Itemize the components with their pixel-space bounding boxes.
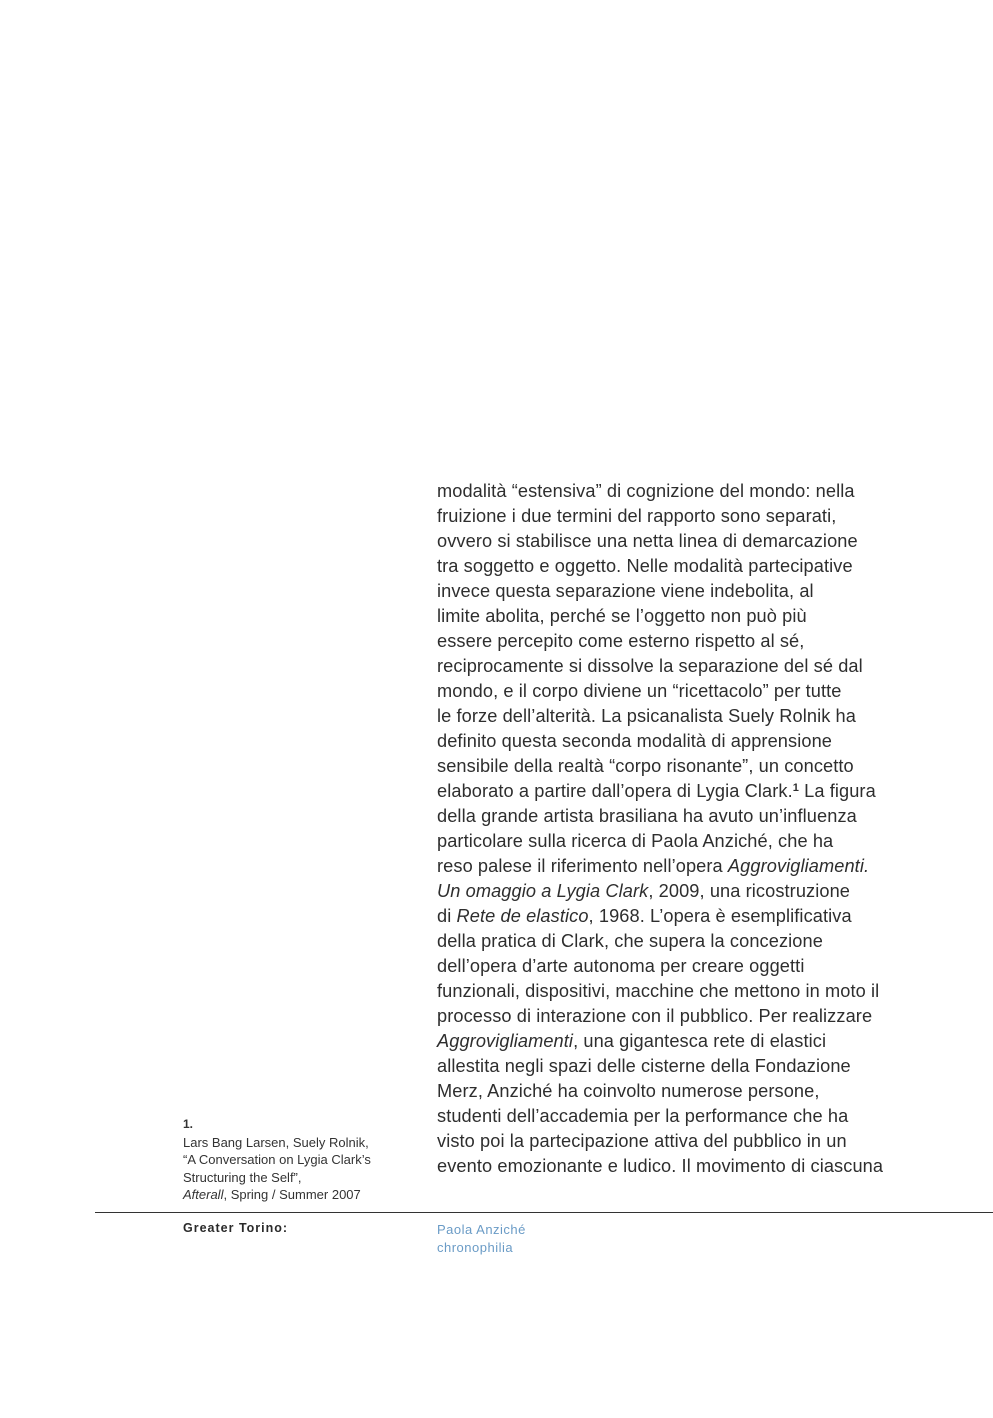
text-segment: , una gigantesca rete di elastici bbox=[573, 1031, 827, 1051]
text-line: ovvero si stabilisce una netta linea di demarcazione bbox=[437, 531, 858, 551]
text-line: modalità “estensiva” di cognizione del mondo: nella bbox=[437, 481, 855, 501]
footnote-line: Lars Bang Larsen, Suely Rolnik, bbox=[183, 1134, 369, 1150]
text-line: visto poi la partecipazione attiva del pubblico in un bbox=[437, 1131, 847, 1151]
text-segment: reso palese il riferimento nell’opera bbox=[437, 856, 728, 876]
text-line: particolare sulla ricerca di Paola Anziché, che ha bbox=[437, 831, 834, 851]
text-line bbox=[437, 879, 907, 904]
article-title: chronophilia bbox=[437, 1239, 514, 1255]
text-line: limite abolita, perché se l’oggetto non può più bbox=[437, 606, 807, 626]
artwork-title: Un omaggio a Lygia Clark bbox=[437, 881, 649, 901]
text-line: sensibile della realtà “corpo risonante”, un concetto bbox=[437, 756, 854, 776]
footnote-line: “A Conversation on Lygia Clark’s bbox=[183, 1152, 371, 1167]
text-line: fruizione i due termini del rapporto sono separati, bbox=[437, 506, 837, 526]
text-line: allestita negli spazi delle cisterne della Fondazione bbox=[437, 1056, 851, 1076]
text-line: della pratica di Clark, che supera la concezione bbox=[437, 931, 823, 951]
text-line: studenti dell’accademia per la performance che ha bbox=[437, 1106, 849, 1126]
artwork-title: Aggrovigliamenti bbox=[437, 1031, 574, 1051]
text-segment: La figura bbox=[798, 781, 876, 801]
text-line: definito questa seconda modalità di apprensione bbox=[437, 731, 832, 751]
text-line: Merz, Anziché ha coinvolto numerose persone, bbox=[437, 1081, 820, 1101]
footnote-reference[interactable]: 1 bbox=[792, 782, 799, 794]
footnote-line: Structuring the Self”, bbox=[183, 1169, 302, 1185]
publication-title: Afterall bbox=[183, 1187, 224, 1202]
text-segment: elaborato a partire dall’opera di Lygia Clark. bbox=[437, 781, 793, 801]
artist-name: Paola Anziché bbox=[437, 1222, 526, 1237]
text-line bbox=[437, 904, 907, 929]
body-text bbox=[437, 479, 907, 1179]
text-segment: , 1968. L’opera è esemplificativa bbox=[588, 906, 852, 926]
text-line: della grande artista brasiliana ha avuto un’influenza bbox=[437, 806, 857, 826]
text-line bbox=[437, 1029, 907, 1054]
text-line: dell’opera d’arte autonoma per creare oggetti bbox=[437, 956, 805, 976]
text-line: processo di interazione con il pubblico. Per realizzare bbox=[437, 1006, 873, 1026]
footnote bbox=[183, 1116, 413, 1204]
text-segment: , Spring / Summer 2007 bbox=[223, 1187, 361, 1202]
artwork-title: Aggrovigliamenti. bbox=[727, 856, 870, 876]
artwork-title: Rete de elastico bbox=[456, 906, 589, 926]
text-line bbox=[437, 854, 907, 879]
text-line: funzionali, dispositivi, macchine che mettono in moto il bbox=[437, 981, 880, 1001]
text-line bbox=[437, 779, 907, 804]
text-segment: , 2009, una ricostruzione bbox=[648, 881, 851, 901]
footer-divider bbox=[95, 1212, 993, 1213]
text-line: mondo, e il corpo diviene un “ricettacolo” per tutte bbox=[437, 681, 842, 701]
text-line: invece questa separazione viene indebolita, al bbox=[437, 581, 814, 601]
footnote-number: 1. bbox=[183, 1117, 194, 1131]
article-meta bbox=[437, 1221, 526, 1256]
footnote-line bbox=[183, 1186, 413, 1204]
text-line: reciprocamente si dissolve la separazione del sé dal bbox=[437, 656, 863, 676]
text-line: le forze dell’alterità. La psicanalista Suely Rolnik ha bbox=[437, 706, 856, 726]
section-label: Greater Torino: bbox=[183, 1221, 289, 1235]
text-line: evento emozionante e ludico. Il movimento di ciascuna bbox=[437, 1156, 884, 1176]
text-segment: di bbox=[437, 906, 457, 926]
text-line: essere percepito come esterno rispetto al sé, bbox=[437, 631, 805, 651]
text-line: tra soggetto e oggetto. Nelle modalità partecipative bbox=[437, 556, 853, 576]
